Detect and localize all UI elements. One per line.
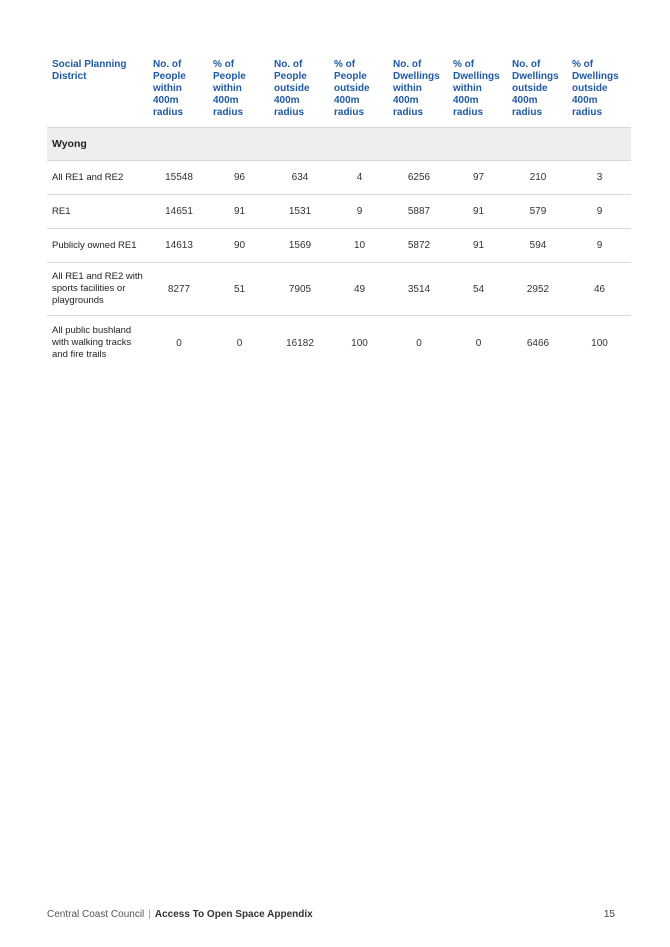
cell-people-within: 0 [176,337,182,349]
header-pct-dwellings-outside: % of Dwellings outside 400m radius [572,59,619,118]
cell-pct-people-within: 51 [209,263,270,316]
table-row [47,316,631,371]
footer-document-title: Access To Open Space Appendix [154,909,313,920]
cell-pct-dwellings-outside: 9 [568,229,631,263]
open-space-access-table [47,56,631,370]
cell-pct-dwellings-outside: 9 [568,195,631,229]
cell-dwellings-outside: 2952 [508,263,568,316]
cell-people-outside: 7905 [270,263,330,316]
cell-pct-people-outside: 9 [330,195,389,229]
cell-people-outside: 1569 [270,229,330,263]
row-label: All public bushland with walking tracks and fire trails [52,325,132,360]
cell-people-outside: 16182 [286,337,314,349]
table-row [47,263,631,316]
table-row [47,229,631,263]
header-pct-people-within: % of People within 400m radius [213,59,246,118]
cell-dwellings-outside: 6466 [526,337,550,349]
cell-pct-dwellings-within: 91 [449,229,508,263]
footer-org: Central Coast Council [47,909,145,920]
cell-pct-people-outside: 100 [351,337,368,349]
cell-pct-dwellings-within: 97 [449,161,508,195]
cell-dwellings-outside: 594 [508,229,568,263]
cell-people-within: 15548 [149,161,209,195]
cell-pct-dwellings-outside: 3 [568,161,631,195]
cell-pct-people-outside: 10 [330,229,389,263]
row-label: All RE1 and RE2 with sports facilities or playgrounds [47,263,149,316]
header-district: Social Planning District [52,59,127,82]
cell-pct-dwellings-within: 54 [449,263,508,316]
header-people-within: No. of People within 400m radius [153,59,186,118]
cell-pct-dwellings-within: 0 [475,337,482,349]
cell-pct-people-outside: 4 [330,161,389,195]
cell-pct-dwellings-within: 91 [449,195,508,229]
cell-pct-dwellings-outside: 46 [568,263,631,316]
cell-people-within: 14651 [149,195,209,229]
cell-pct-people-within: 91 [209,195,270,229]
header-pct-people-outside: % of People outside 400m radius [334,59,370,118]
cell-dwellings-outside: 579 [508,195,568,229]
cell-pct-people-within: 0 [236,337,243,349]
cell-pct-people-outside: 49 [330,263,389,316]
row-label: RE1 [47,195,149,229]
table-header-row [47,56,631,128]
row-label: Publicly owned RE1 [47,229,149,263]
header-dwellings-within: No. of Dwellings within 400m radius [393,59,440,118]
header-pct-dwellings-within: % of Dwellings within 400m radius [453,59,500,118]
page-number: 15 [603,909,615,920]
cell-people-within: 8277 [149,263,209,316]
table-row [47,195,631,229]
cell-dwellings-within: 5872 [389,229,449,263]
cell-pct-dwellings-outside: 100 [591,337,608,349]
cell-dwellings-within: 3514 [389,263,449,316]
cell-people-within: 14613 [149,229,209,263]
cell-dwellings-within: 0 [416,337,422,349]
cell-dwellings-within: 6256 [389,161,449,195]
cell-people-outside: 634 [270,161,330,195]
section-row-wyong [47,128,631,161]
table-row [47,161,631,195]
cell-dwellings-outside: 210 [508,161,568,195]
cell-dwellings-within: 5887 [389,195,449,229]
page-footer [47,909,623,920]
cell-pct-people-within: 96 [209,161,270,195]
cell-pct-people-within: 90 [209,229,270,263]
section-label: Wyong [47,128,631,161]
header-people-outside: No. of People outside 400m radius [274,59,310,118]
open-space-table-container [47,56,631,370]
row-label: All RE1 and RE2 [47,161,149,195]
footer-separator: | [148,909,151,920]
cell-people-outside: 1531 [270,195,330,229]
header-dwellings-outside: No. of Dwellings outside 400m radius [512,59,559,118]
